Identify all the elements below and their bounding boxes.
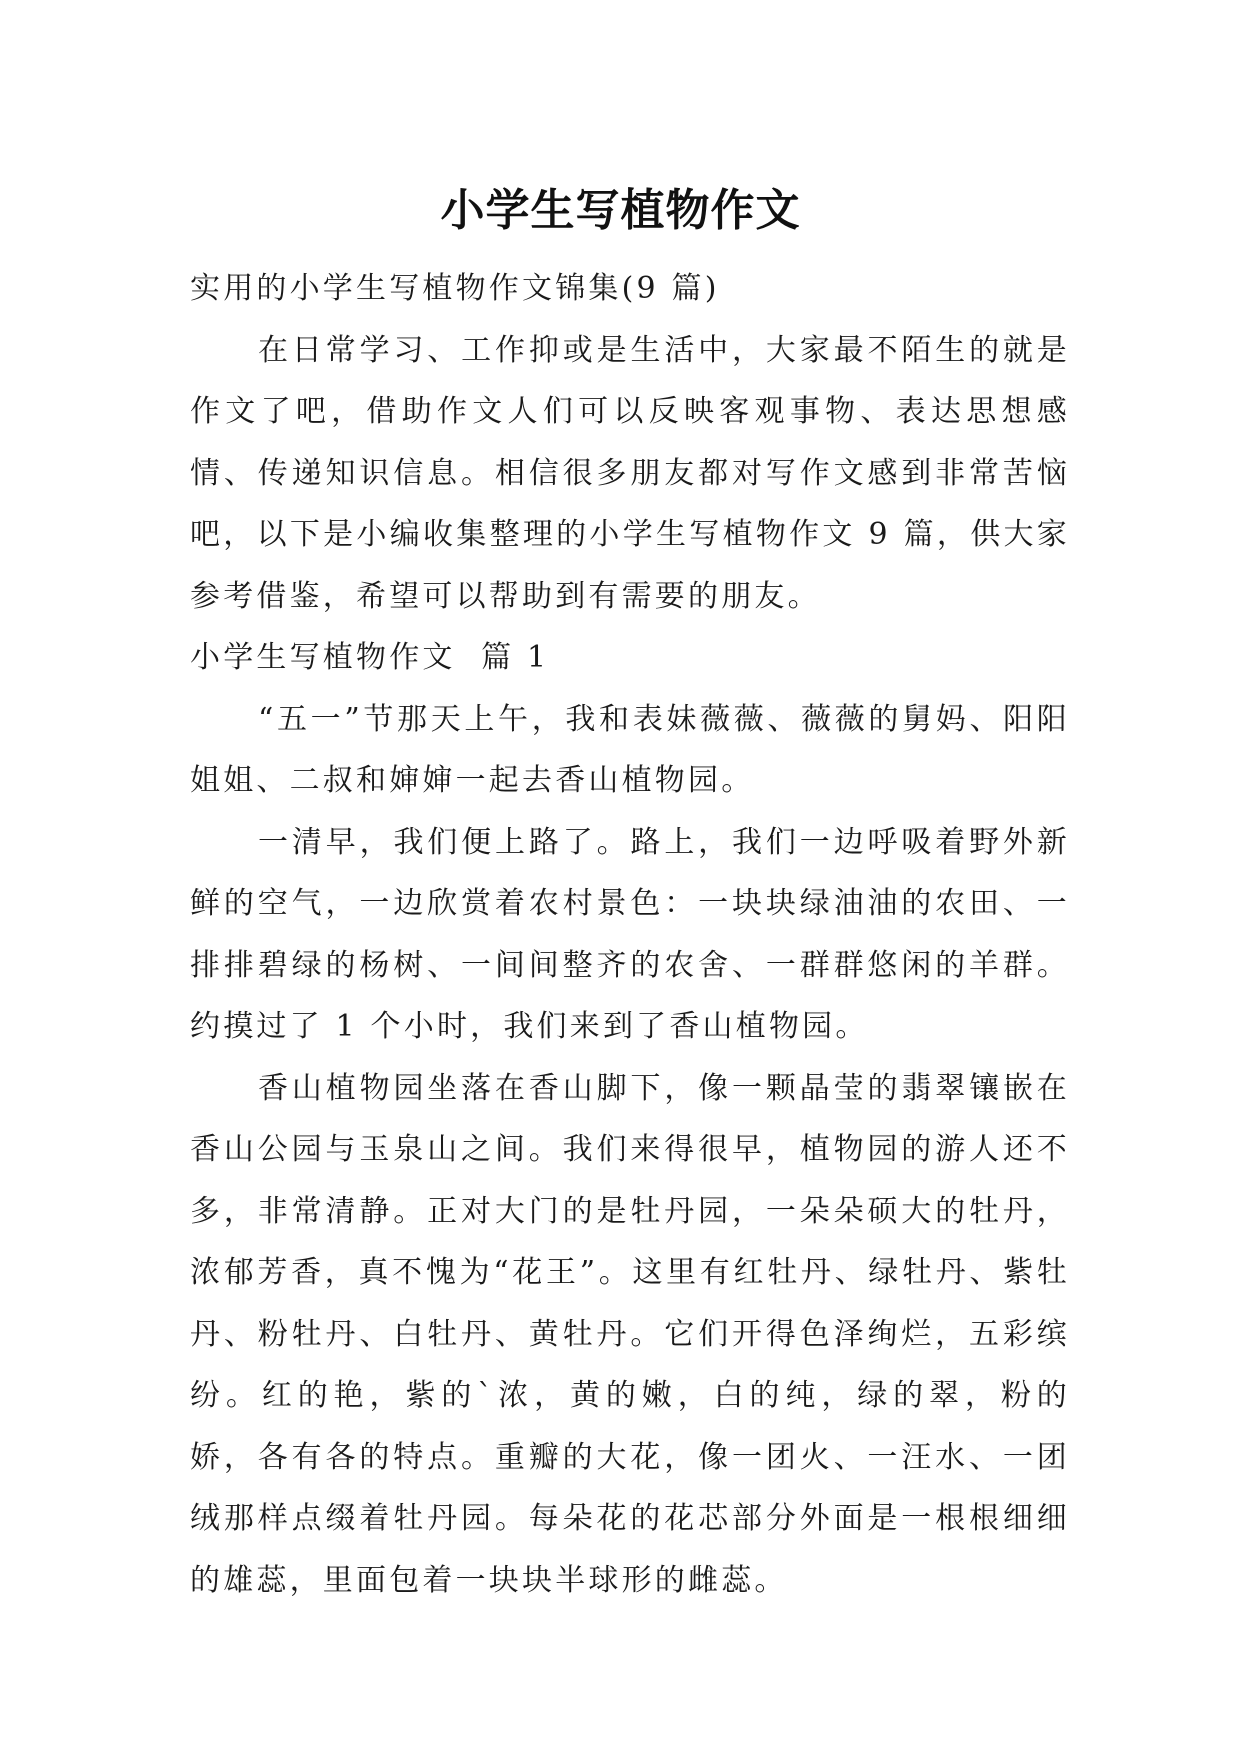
body-paragraph-1: “五一”节那天上午，我和表妹薇薇、薇薇的舅妈、阳阳姐姐、二叔和婶婶一起去香山植物园。 (190, 701, 1070, 798)
body-paragraph-2: 一清早，我们便上路了。路上，我们一边呼吸着野外新鲜的空气，一边欣赏着农村景色：一块块绿油油的农田、一排排碧绿的杨树、一间间整齐的农舍、一群群悠闲的羊群。约摸过了 1 个小时，我们来到了香山植物园。 (190, 824, 1070, 1044)
document-subtitle: 实用的小学生写植物作文锦集(9 篇) (190, 271, 720, 306)
document-title: 小学生写植物作文 (440, 185, 801, 237)
section-heading: 小学生写植物作文 篇 1 (190, 640, 550, 675)
intro-paragraph: 在日常学习、工作抑或是生活中，大家最不陌生的就是作文了吧，借助作文人们可以反映客观事物、表达思想感情、传递知识信息。相信很多朋友都对写作文感到非常苦恼吧，以下是小编收集整理的小学生写植物作文 9 篇，供大家参考借鉴，希望可以帮助到有需要的朋友。 (190, 332, 1070, 614)
document-body (190, 258, 1070, 1611)
body-paragraph-3: 香山植物园坐落在香山脚下，像一颗晶莹的翡翠镶嵌在香山公园与玉泉山之间。我们来得很早，植物园的游人还不多，非常清静。正对大门的是牡丹园，一朵朵硕大的牡丹，浓郁芳香，真不愧为“花王”。这里有红牡丹、绿牡丹、紫牡丹、粉牡丹、白牡丹、黄牡丹。它们开得色泽绚烂，五彩缤纷。红的艳，紫的`浓，黄的嫩，白的纯，绿的翠，粉的娇，各有各的特点。重瓣的大花，像一团火、一汪水、一团绒那样点缀着牡丹园。每朵花的花芯部分外面是一根根细细的雄蕊，里面包着一块块半球形的雌蕊。 (190, 1070, 1070, 1598)
